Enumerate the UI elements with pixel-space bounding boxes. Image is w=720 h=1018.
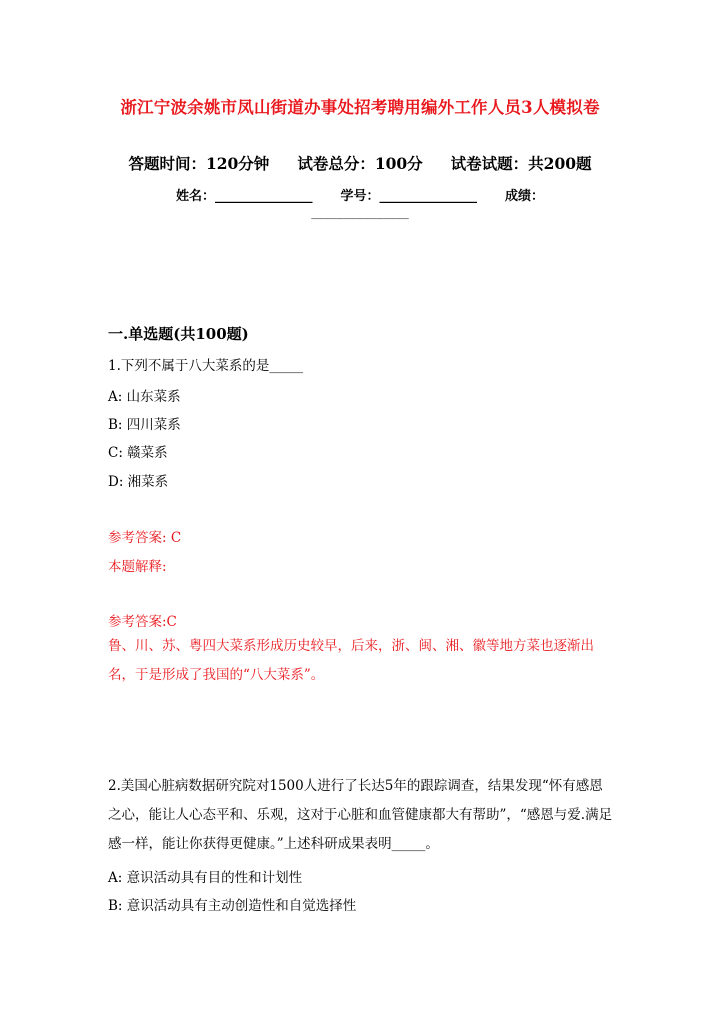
question-1-option-d: D: 湘菜系 — [108, 474, 169, 490]
name-field: 姓名：_______________ — [175, 189, 313, 204]
score-blank: _______________ — [311, 205, 409, 220]
question-1-answer-repeat: 参考答案:C — [108, 614, 177, 630]
question-2-stem: 2.美国心脏病数据研究院对1500人进行了长达5年的跟踪调查，结果发现“怀有感恩之心，能让人心态平和、乐观，这对于心脏和血管健康都大有帮助”，“感恩与爱.满足感一样，能让你获得更健康。”上述科研成果表明_____。 — [108, 778, 613, 852]
question-2-option-b: B: 意识活动具有主动创造性和自觉选择性 — [108, 898, 357, 914]
question-1-answer: 参考答案: C — [108, 530, 182, 546]
question-2-option-a: A: 意识活动具有目的性和计划性 — [108, 870, 303, 886]
question-1-explain-label: 本题解释: — [108, 559, 167, 575]
score-field: 成绩： — [505, 189, 545, 204]
exam-total-score: 试卷总分：100分 — [297, 154, 423, 173]
question-1-stem: 1.下列不属于八大菜系的是_____ — [108, 358, 304, 374]
exam-question-count: 试卷试题：共200题 — [450, 154, 592, 173]
question-1-option-a: A: 山东菜系 — [108, 389, 181, 405]
question-1-explanation: 鲁、川、苏、粤四大菜系形成历史较早，后来，浙、闽、湘、徽等地方菜也逐渐出名，于是形成了我国的“八大菜系”。 — [108, 638, 594, 683]
section-title: 一.单选题(共100题) — [108, 325, 249, 343]
student-fields — [0, 185, 720, 204]
id-field: 学号：_______________ — [340, 189, 477, 204]
exam-time: 答题时间：120分钟 — [128, 154, 270, 173]
exam-meta — [0, 152, 720, 174]
question-1-option-b: B: 四川菜系 — [108, 417, 181, 433]
question-1-option-c: C: 赣菜系 — [108, 445, 168, 461]
exam-title: 浙江宁波余姚市凤山街道办事处招考聘用编外工作人员3人模拟卷 — [120, 98, 600, 117]
